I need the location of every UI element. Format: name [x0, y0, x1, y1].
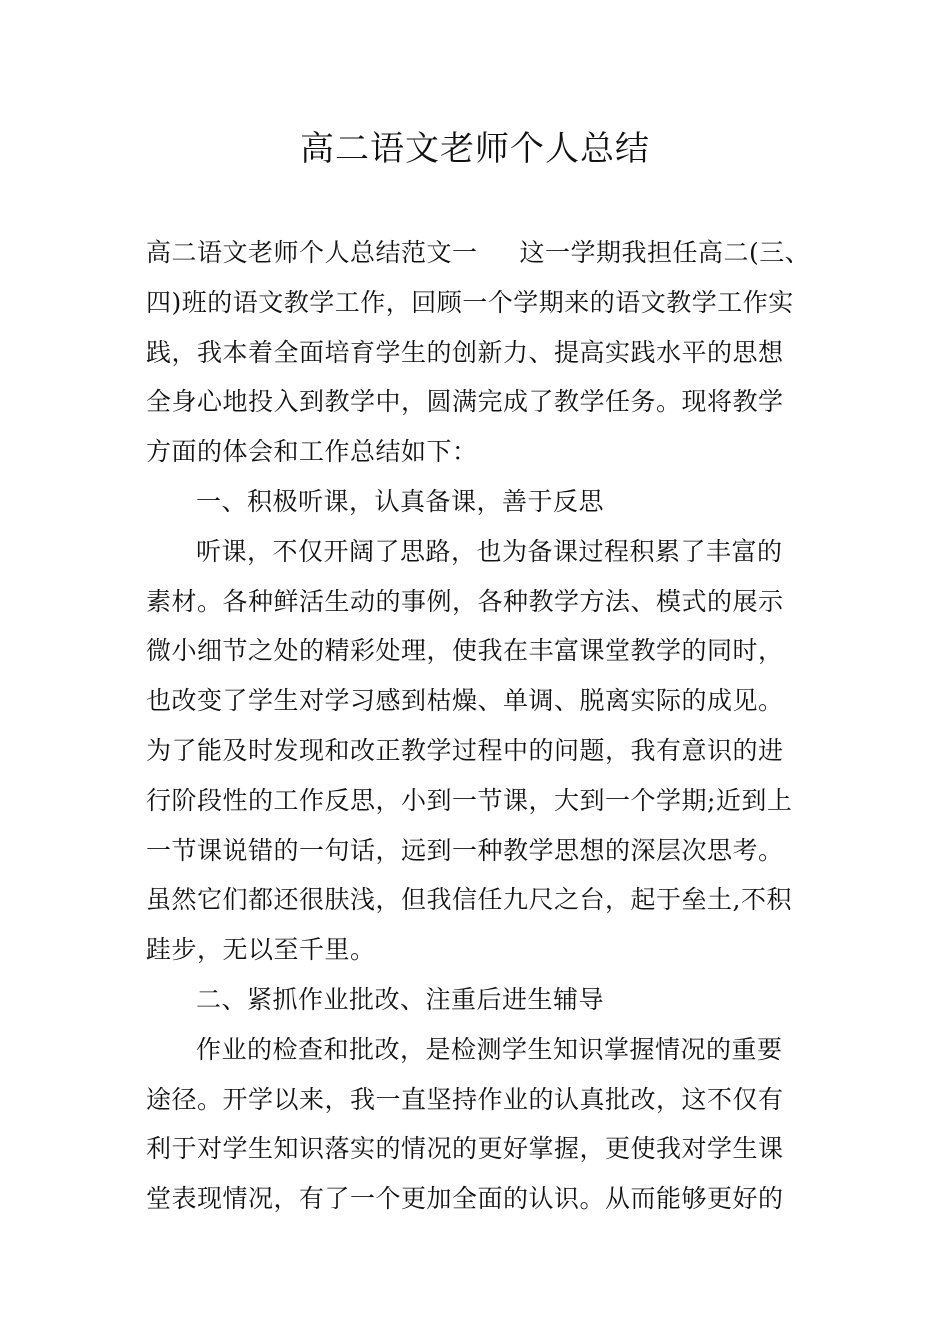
body-line: 四)班的语文教学工作，回顾一个学期来的语文教学工作实: [146, 287, 794, 317]
body-line: 途径。开学以来，我一直坚持作业的认真批改，这不仅有: [146, 1084, 784, 1114]
document-title: 高二语文老师个人总结: [300, 129, 650, 169]
body-line: 也改变了学生对学习感到枯燥、单调、脱离实际的成见。: [146, 686, 784, 716]
body-line: 利于对学生知识落实的情况的更好掌握，更使我对学生课: [146, 1134, 784, 1164]
body-line: 方面的体会和工作总结如下：: [146, 437, 478, 467]
body-line: 听课，不仅开阔了思路，也为备课过程积累了丰富的: [196, 536, 783, 566]
body-line: [146, 228, 826, 278]
body-line: 素材。各种鲜活生动的事例，各种教学方法、模式的展示: [146, 586, 784, 616]
section-heading: 一、积极听课，认真备课，善于反思: [196, 486, 605, 516]
body-line: 为了能及时发现和改正教学过程中的问题，我有意识的进: [146, 735, 784, 765]
body-line: 作业的检查和批改，是检测学生知识掌握情况的重要: [196, 1034, 783, 1064]
body-line: 践，我本着全面培育学生的创新力、提高实践水平的思想: [146, 337, 784, 367]
body-line: 全身心地投入到教学中，圆满完成了教学任务。现将教学: [146, 387, 784, 417]
section-heading: 二、紧抓作业批改、注重后进生辅导: [196, 984, 605, 1014]
body-line-text: 这一学期我担任高二(三、: [519, 238, 811, 267]
body-line: 跬步，无以至千里。: [146, 935, 376, 965]
body-line-heading: 高二语文老师个人总结范文一: [146, 238, 478, 267]
body-line: 微小细节之处的精彩处理，使我在丰富课堂教学的同时，: [146, 636, 784, 666]
body-line: 虽然它们都还很肤浅，但我信任九尺之台，起于垒土,不积: [146, 885, 792, 915]
document-body: [146, 228, 826, 1224]
body-line: 行阶段性的工作反思，小到一节课，大到一个学期;近到上: [146, 785, 793, 815]
body-line: 堂表现情况，有了一个更加全面的认识。从而能够更好的: [146, 1184, 784, 1214]
body-line: 一节课说错的一句话，远到一种教学思想的深层次思考。: [146, 835, 784, 865]
